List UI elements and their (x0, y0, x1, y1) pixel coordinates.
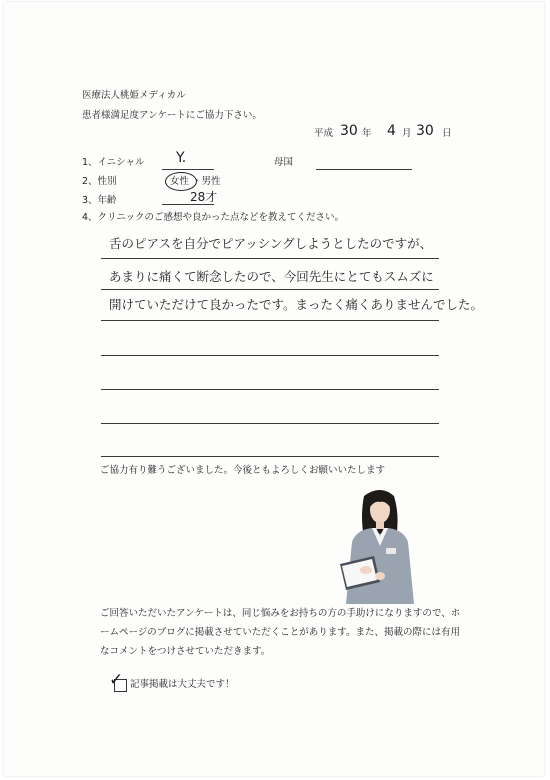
date-day-value: 30 (416, 123, 434, 139)
q2-female: 女性 (170, 176, 190, 187)
date-era: 平成 (314, 128, 334, 139)
date-day-unit: 日 (442, 128, 452, 139)
q1-answer-line (162, 169, 214, 170)
notice-line-1: ご回答いただいたアンケートは、同じ悩みをお持ちの方の手助けになりますので、ホ (100, 608, 461, 619)
survey-sheet (4, 2, 544, 776)
q1-country-label: 母国 (274, 157, 294, 168)
q2-label: 2、性別 (82, 176, 117, 187)
q4-label: 4、クリニックのご感想や良かった点などを教えてください。 (82, 212, 344, 223)
q3-answer: 28才 (190, 190, 218, 204)
consent-label: 記事掲載は大丈夫です！ (130, 679, 235, 690)
q1-label: 1、イニシャル (82, 157, 145, 168)
notice-line-2: ームページのブログに掲載させていただくことがあります。また、掲載の際には有用 (100, 627, 461, 638)
comment-rule-1 (101, 258, 439, 259)
q2-male: ・男性 (192, 176, 221, 187)
country-line (316, 169, 412, 170)
comment-rule-7 (101, 456, 439, 457)
comment-rule-5 (101, 389, 439, 390)
comment-line-3: 開けていただけて良かったです。まったく痛くありませんでした。 (109, 297, 484, 312)
date-month-value: 4 (387, 123, 396, 139)
q1-answer: Y. (176, 150, 187, 166)
q3-label: 3、年齢 (82, 195, 117, 206)
thanks-text: ご協力有り難うございました。今後ともよろしくお願いいたします (100, 465, 386, 476)
comment-line-2: あまりに痛くて断念したので、今回先生にとてもスムズに (109, 269, 434, 284)
date-month-unit: 月 (402, 128, 412, 139)
org-name: 医療法人桃姫メディカル (82, 90, 186, 101)
comment-rule-6 (101, 423, 439, 424)
date-year-unit: 年 (362, 128, 372, 139)
comment-rule-2 (101, 289, 439, 290)
q3-answer-line (162, 204, 214, 205)
comment-line-1: 舌のピアスを自分でピアッシングしようとしたのですが、 (109, 236, 433, 251)
check-mark-icon: ✓ (109, 670, 124, 690)
notice-line-3: なコメントをつけさせていただきます。 (100, 646, 271, 657)
survey-title: 患者様満足度アンケートにご協力下さい。 (82, 110, 262, 121)
comment-rule-3 (101, 320, 439, 321)
staff-photo (334, 486, 426, 606)
comment-rule-4 (101, 355, 439, 356)
date-year-value: 30 (340, 123, 358, 139)
